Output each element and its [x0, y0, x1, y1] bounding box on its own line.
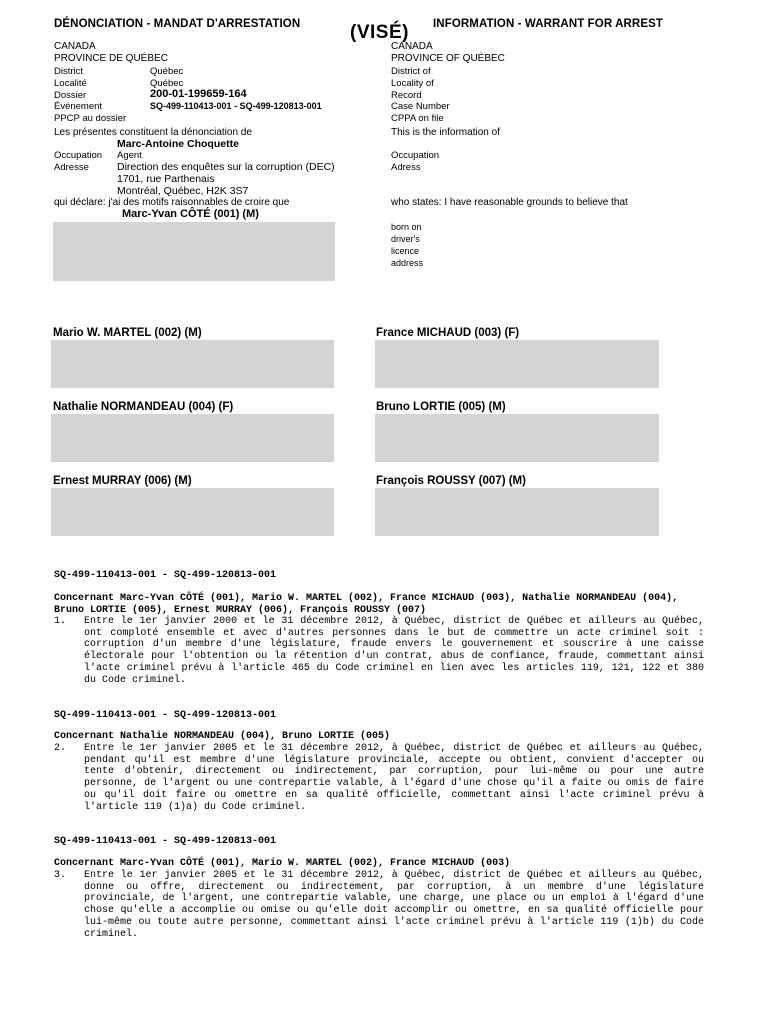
accused-005-name: Bruno LORTIE (005) (M) — [376, 401, 506, 413]
born-on-label: born on — [391, 222, 422, 232]
count-3-text: Entre le 1er janvier 2005 et le 31 décembre 2012, à Québec, district de Québec et ailleurs au Québec, donne ou offre, directement ou indirectement, par corruption, à un membre d'une législature provinciale, de l'argent, une contrepartie valable, une charge, une place ou un emploi à l'égard d'une chose qu'elle a accomplie ou omise ou qu'elle doit accomplir ou omettre, en sa qualité officielle pour lui-même ou toute autre personne, commettant ainsi l'acte criminel prévu à l'article 119 (1)b) du Code criminel. — [84, 870, 704, 940]
redaction-box-005 — [375, 414, 659, 462]
adresse-line2: 1701, rue Parthenais — [117, 173, 215, 185]
count-1-paragraph — [54, 616, 704, 686]
accused-001-name: Marc-Yvan CÔTÉ (001) (M) — [122, 208, 259, 220]
locality-label: Locality of — [391, 78, 434, 89]
address-label-en: Adress — [391, 162, 421, 173]
district-value: Québec — [150, 66, 184, 77]
vise-stamp: (VISÉ) — [350, 22, 409, 43]
occupation-label-fr: Occupation — [54, 150, 103, 161]
adresse-line3: Montréal, Québec, H2K 3S7 — [117, 185, 249, 197]
count-2-number: 2. — [54, 743, 67, 754]
count-2-paragraph — [54, 743, 704, 813]
count-3-paragraph — [54, 870, 704, 940]
count-1-event: SQ-499-110413-001 - SQ-499-120813-001 — [54, 570, 277, 581]
district-label-fr: District — [54, 66, 84, 77]
evenement-label: Événement — [54, 101, 103, 112]
redaction-box-007 — [375, 488, 659, 536]
count-2-event: SQ-499-110413-001 - SQ-499-120813-001 — [54, 710, 277, 721]
record-label: Record — [391, 90, 422, 101]
localite-label: Localité — [54, 78, 87, 89]
localite-value: Québec — [150, 78, 184, 89]
accused-004-name: Nathalie NORMANDEAU (004) (F) — [53, 401, 234, 413]
district-label-en: District of — [391, 66, 431, 77]
province-en: PROVINCE OF QUÉBEC — [391, 53, 505, 64]
dossier-label: Dossier — [54, 90, 87, 101]
accused-003-name: France MICHAUD (003) (F) — [376, 327, 520, 339]
province-fr: PROVINCE DE QUÉBEC — [54, 53, 168, 64]
document-title-en: INFORMATION - WARRANT FOR ARREST — [433, 18, 663, 30]
country-fr: CANADA — [54, 41, 96, 52]
document-title-fr: DÉNONCIATION - MANDAT D'ARRESTATION — [54, 18, 301, 30]
adresse-line1: Direction des enquêtes sur la corruption (DEC) — [117, 161, 335, 173]
count-2-text: Entre le 1er janvier 2005 et le 31 décembre 2012, à Québec, district de Québec et ailleurs au Québec, pendant qu'il est membre d'une législature provinciale, accepte ou obtient, convient d'accepter ou tente d'obtenir, directement ou indirectement, par corruption, pour lui-même ou pour une autre personne, de l'argent ou une contrepartie valable, à l'égard d'une chose qu'il a faite ou omis de faire ou qu'il doit faire ou omettre en sa qualité officielle, commettant ainsi l'acte criminel prévu à l'article 119 (1)a) du Code criminel. — [84, 743, 704, 813]
occupation-label-en: Occupation — [391, 150, 440, 161]
count-3-concerning: Concernant Marc-Yvan CÔTÉ (001), Mario W. MARTEL (002), France MICHAUD (003) — [54, 858, 511, 869]
informant-name: Marc-Antoine Choquette — [117, 138, 239, 150]
case-number-label: Case Number — [391, 101, 450, 112]
redaction-box-004 — [51, 414, 334, 462]
count-3-number: 3. — [54, 870, 67, 881]
redaction-box-002 — [51, 340, 334, 388]
states-en: who states: I have reasonable grounds to believe that — [391, 197, 628, 208]
accused-002-name: Mario W. MARTEL (002) (M) — [53, 327, 202, 339]
occupation-value: Agent — [117, 150, 142, 161]
redaction-box-006 — [51, 488, 334, 536]
ppcp-label: PPCP au dossier — [54, 113, 127, 124]
cppa-label: CPPA on file — [391, 113, 444, 124]
accused-006-name: Ernest MURRAY (006) (M) — [53, 475, 192, 487]
licence-label: licence — [391, 246, 420, 256]
declare-fr: qui déclare: j'ai des motifs raisonnables de croire que — [54, 197, 290, 208]
accused-007-name: François ROUSSY (007) (M) — [376, 475, 526, 487]
count-2-concerning: Concernant Nathalie NORMANDEAU (004), Bruno LORTIE (005) — [54, 731, 391, 742]
redaction-box-003 — [375, 340, 659, 388]
dossier-value: 200-01-199659-164 — [150, 88, 247, 100]
count-1-text: Entre le 1er janvier 2000 et le 31 décembre 2012, à Québec, district de Québec et ailleurs au Québec, ont comploté ensemble et avec d'autres personnes dans le but de commettre un acte criminel soit : corruption d'un membre d'une législature, fraude envers le gouvernement et souscrire à une caisse électorale pour l'obtention ou la rétention d'un contrat, abus de confiance, fraude, commettant ainsi l'acte criminel prévu à l'article 465 du Code criminel en lien avec les articles 119, 121, 122 et 380 du Code criminel. — [84, 616, 704, 686]
intro-en: This is the information of — [391, 127, 500, 138]
count-1-number: 1. — [54, 616, 67, 627]
adresse-label: Adresse — [54, 162, 89, 173]
intro-fr: Les présentes constituent la dénonciation de — [54, 127, 252, 138]
drivers-label: driver's — [391, 234, 420, 244]
count-1-concerning: Concernant Marc-Yvan CÔTÉ (001), Mario W. MARTEL (002), France MICHAUD (003), Nathalie NORMANDEAU (004), Bruno LORTIE (005), Ernest MURRAY (006), François ROUSSY (007) — [54, 593, 679, 616]
address-label: address — [391, 258, 424, 268]
count-3-event: SQ-499-110413-001 - SQ-499-120813-001 — [54, 836, 277, 847]
redaction-box-001 — [53, 222, 335, 281]
country-en: CANADA — [391, 41, 433, 52]
evenement-value: SQ-499-110413-001 - SQ-499-120813-001 — [150, 101, 322, 111]
